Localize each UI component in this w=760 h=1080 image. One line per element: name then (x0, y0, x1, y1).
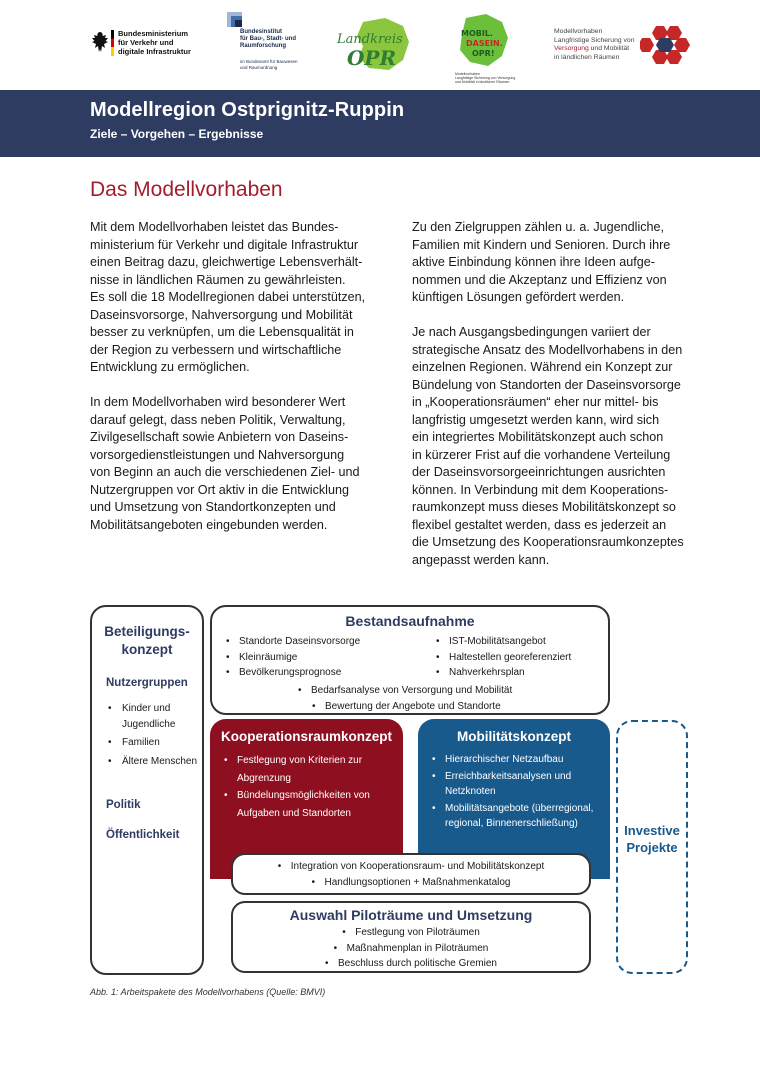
oeffentlichkeit-label: Öffentlichkeit (106, 829, 180, 841)
svg-text:Landkreis: Landkreis (337, 32, 403, 47)
section-heading: Das Modellvorhaben (90, 178, 283, 201)
bbsr-logo-subtext: im Bundesamt für Bauwesen und Raumordnung (240, 59, 298, 70)
modellvorhaben-logo (554, 28, 694, 68)
text-column-left (90, 219, 390, 552)
german-flag-stripe (111, 30, 114, 56)
opr-map-icon (333, 16, 413, 74)
bmvi-logo (90, 28, 210, 60)
mobil-dasein-opr-logo (452, 12, 516, 84)
svg-text:MOBIL.: MOBIL. (461, 29, 493, 38)
auswahl-list (233, 925, 589, 972)
nutzergruppen-label: Nutzergruppen (106, 677, 188, 689)
kooperationsraumkonzept-title: Kooperationsraumkonzept (220, 729, 393, 744)
svg-text:DASEIN.: DASEIN. (466, 39, 503, 48)
bestand-list-bottom (298, 683, 512, 714)
paragraph: In dem Modellvorhaben wird besonderer Wert darauf gelegt, dass neben Politik, Verwaltung, Zivilgesellschaft sowie Anbietern von Daseins- vorsorgedienstleistungen und Nahversorgung von Beginn an auch die verschiedenen Ziel- und Nutzergruppen vor Ort aktiv in die Entwicklung und Umsetzung von Standortkonzepten und Mobilitätsangeboten eingebunden werden. (90, 395, 360, 532)
politik-label: Politik (106, 799, 141, 811)
bestandsaufnahme-box (210, 605, 610, 715)
modellvorhaben-logo-text: Modellvorhaben Langfristige Sicherung von Versorgung und Mobilität in ländlichen Räumen (554, 28, 635, 61)
bestandsaufnahme-title: Bestandsaufnahme (345, 613, 475, 629)
integration-box (231, 853, 591, 895)
page-title: Modellregion Ostprignitz-Ruppin (90, 99, 405, 121)
list-item: • Festlegung von Kriterien zur Abgrenzung (224, 752, 399, 787)
text-column-right (412, 219, 712, 587)
bbsr-logo (227, 12, 317, 72)
page-subtitle: Ziele – Vorgehen – Ergebnisse (90, 127, 264, 141)
mobil-logo-subtext: Modellvorhaben Langfristige Sicherung von Versorgung und Mobilität in ländlichen Räumen (455, 72, 516, 84)
beteiligungskonzept-box (90, 605, 204, 975)
list-item: • Bündelungsmöglichkeiten von Aufgaben und Standorten (224, 787, 399, 822)
koop-list (224, 752, 399, 822)
list-item: • Mobilitätsangebote (überregional, regional, Binnenerschließung) (432, 801, 607, 832)
list-item: • Hierarchischer Netzaufbau (432, 752, 607, 768)
list-item: • Standorte Daseinsvorsorge (226, 634, 360, 650)
landkreis-opr-logo (333, 16, 413, 74)
list-item: • Bevölkerungsprognose (226, 665, 360, 681)
paragraph: Je nach Ausgangsbedingungen variiert der strategische Ansatz des Modellvorhabens in den einzelnen Regionen. Während ein Konzept zur Bündelung von Standorten der Daseinsvorsorge in „Kooperationsräumen“ eher nur mittel- bis langfristig umgesetzt werden kann, wird sich ein integriertes Mobilitätskonzept auch schon in kürzerer Frist auf die vorhandene Verteilung der Daseinsvorsorgeeinrichtungen ausrichten können. In Verbindung mit dem Kooperations- raumkonzept muss dieses Mobilitätskonzept so flexibel gestaltet werden, dass es jederzeit an die Umsetzung des Kooperationsraumkonzeptes angepasst werden kann. (412, 325, 684, 567)
list-item: • Festlegung von Piloträumen (342, 925, 480, 941)
auswahl-pilotraeume-box (231, 901, 591, 973)
list-item: • Maßnahmenplan in Piloträumen (334, 941, 489, 957)
list-item: • Nahverkehrsplan (436, 665, 571, 681)
bestand-list-right (436, 634, 571, 681)
beteiligungskonzept-title: Beteiligungs- konzept (104, 624, 190, 657)
list-item: • Erreichbarkeitsanalysen und Netzknoten (432, 769, 607, 800)
bbsr-logo-text: Bundesinstitut für Bau-, Stadt- und Raumforschung (240, 29, 296, 49)
title-banner (0, 90, 760, 157)
list-item: • Haltestellen georeferenziert (436, 650, 571, 666)
mobilitaetskonzept-title: Mobilitätskonzept (457, 729, 571, 744)
investive-projekte-title: Investive Projekte (624, 823, 680, 855)
bbsr-squares-icon (227, 12, 242, 27)
logo-strip (0, 0, 760, 90)
list-item: • Kleinräumige (226, 650, 360, 666)
list-item: • Bewertung der Angebote und Standorte (312, 699, 512, 715)
list-item: • Bedarfsanalyse von Versorgung und Mobilität (298, 683, 512, 699)
paragraph: Zu den Zielgruppen zählen u. a. Jugendliche, Familien mit Kindern und Senioren. Durch ihre aktive Einbindung können ihre Ideen aufge- nommen und die Akzeptanz und Effizienz von künftigen Lösungen gefördert werden. (412, 220, 671, 304)
hexagon-cluster-icon (640, 24, 690, 68)
mobil-list (432, 752, 607, 833)
list-item: • Familien (108, 735, 203, 751)
bestand-list-left (226, 634, 360, 681)
mobil-map-icon (452, 12, 512, 72)
list-item: • Handlungsoptionen + Maßnahmenkatalog (312, 875, 511, 891)
bmvi-logo-text: Bundesministerium für Verkehr und digitale Infrastruktur (118, 29, 191, 56)
list-item: • IST-Mobilitätsangebot (436, 634, 571, 650)
federal-eagle-icon (90, 30, 110, 56)
list-item: • Ältere Menschen (108, 754, 203, 770)
list-item: • Integration von Kooperationsraum- und Mobilitätskonzept (278, 859, 544, 875)
list-item: • Beschluss durch politische Gremien (325, 956, 497, 972)
work-package-diagram (88, 603, 688, 983)
integration-list (233, 859, 589, 890)
svg-text:OPR: OPR (347, 46, 397, 70)
figure-caption: Abb. 1: Arbeitspakete des Modellvorhabens (Quelle: BMVI) (90, 987, 326, 997)
auswahl-pilotraeume-title: Auswahl Piloträume und Umsetzung (289, 907, 533, 923)
nutzergruppen-list (108, 701, 203, 772)
investive-projekte-box (616, 720, 688, 974)
paragraph: Mit dem Modellvorhaben leistet das Bundes- ministerium für Verkehr und digitale Infrastruktur einen Beitrag dazu, gleichwertige Lebensverhält- nisse in ländlichen Räumen zu gewährleisten. Es soll die 18 Modellregionen dabei unterstützen, Daseinsvorsorge, Nahversorgung und Mobilität besser zu verknüpfen, um die Lebensqualität in der Region zu verbessern und wirtschaftliche Entwicklung zu ermöglichen. (90, 220, 366, 374)
svg-text:OPR!: OPR! (472, 49, 495, 58)
list-item: • Kinder und Jugendliche (108, 701, 203, 732)
